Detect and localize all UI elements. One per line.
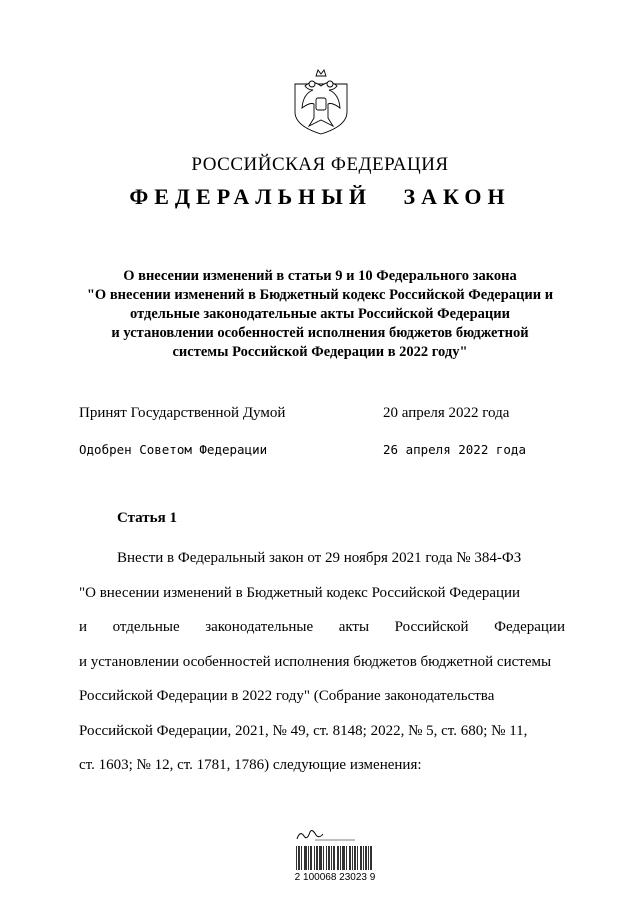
barcode-bar xyxy=(333,846,334,870)
article-line: "О внесении изменений в Бюджетный кодекс Российской Федерации xyxy=(79,584,521,601)
law-title-line: и установлении особенностей исполнения бюджетов бюджетной xyxy=(111,325,529,341)
barcode-bar xyxy=(316,846,317,870)
barcode-bar xyxy=(371,846,372,870)
article-line-justified xyxy=(79,610,565,645)
barcode-bar xyxy=(357,846,358,870)
article-body xyxy=(79,541,565,783)
barcode-bar xyxy=(296,846,297,870)
article-line: ст. 1603; № 12, ст. 1781, 1786) следующие изменения: xyxy=(79,757,422,773)
barcode-bar xyxy=(310,846,311,870)
double-headed-eagle-icon xyxy=(285,64,357,136)
barcode-bar xyxy=(352,846,353,870)
law-title-line: системы Российской Федерации в 2022 году" xyxy=(172,344,468,360)
barcode-bar xyxy=(344,846,345,870)
article-line: Внести в Федеральный закон от 29 ноября 2021 года № 384-ФЗ xyxy=(117,550,522,566)
barcode-bar xyxy=(343,846,344,870)
handwritten-mark-icon xyxy=(295,826,375,842)
barcode-bar xyxy=(370,846,371,870)
barcode-bar xyxy=(361,846,362,870)
barcode-bar xyxy=(299,846,300,870)
document-type xyxy=(0,184,640,210)
article-word: законодательные xyxy=(205,619,314,635)
barcode-bar xyxy=(306,846,307,870)
barcode-bar xyxy=(354,846,355,870)
barcode-bar xyxy=(320,846,321,870)
adoption-duma-date: 20 апреля 2022 года xyxy=(383,405,510,421)
barcode-bar xyxy=(346,846,347,870)
document-type-word-1: ФЕДЕРАЛЬНЫЙ xyxy=(129,184,372,209)
country-name: РОССИЙСКАЯ ФЕДЕРАЦИЯ xyxy=(191,154,449,175)
barcode-bar xyxy=(321,846,322,870)
barcode-bar xyxy=(328,846,329,870)
barcode-number: 2 100068 23023 9 xyxy=(294,872,376,883)
barcode-bar xyxy=(365,846,366,870)
barcode-bar xyxy=(304,846,305,870)
barcode-bar xyxy=(301,846,302,870)
barcode-bar xyxy=(350,846,351,870)
barcode-bar xyxy=(305,846,306,870)
barcode-bar xyxy=(323,846,324,870)
barcode-bar xyxy=(319,846,320,870)
barcode-bar xyxy=(326,846,327,870)
adoption-council-label: Одобрен Советом Федерации xyxy=(79,442,268,457)
barcode-bar xyxy=(349,846,350,870)
barcode-bar xyxy=(342,846,343,870)
article-word: акты xyxy=(338,619,370,635)
barcode xyxy=(296,846,372,870)
adoption-council-date: 26 апреля 2022 года xyxy=(383,442,526,457)
law-title-line: О внесении изменений в статьи 9 и 10 Федерального закона xyxy=(123,268,517,284)
document-type-word-2: ЗАКОН xyxy=(403,184,511,209)
barcode-bar xyxy=(338,846,339,870)
barcode-bar xyxy=(363,846,364,870)
article-heading: Статья 1 xyxy=(117,510,177,526)
article-word: Российской xyxy=(394,619,469,635)
barcode-bar xyxy=(298,846,299,870)
barcode-bar xyxy=(317,846,318,870)
barcode-bar xyxy=(368,846,369,870)
law-title-line: отдельные законодательные акты Российской Федерации xyxy=(130,306,510,322)
law-title xyxy=(60,267,580,362)
barcode-bar xyxy=(355,846,356,870)
article-word: и xyxy=(79,619,88,635)
article-line: Российской Федерации, 2021, № 49, ст. 8148; 2022, № 5, ст. 680; № 11, xyxy=(79,722,528,739)
barcode-bar xyxy=(314,846,315,870)
adoption-duma-label: Принят Государственной Думой xyxy=(79,405,286,421)
barcode-bar xyxy=(331,846,332,870)
barcode-bar xyxy=(308,846,309,870)
barcode-bar xyxy=(360,846,361,870)
barcode-bar xyxy=(334,846,335,870)
barcode-bar xyxy=(337,846,338,870)
barcode-bar xyxy=(366,846,367,870)
article-word: Федерации xyxy=(494,619,565,635)
article-line: и установлении особенностей исполнения бюджетов бюджетной системы xyxy=(79,653,552,670)
article-line: Российской Федерации в 2022 году" (Собрание законодательства xyxy=(79,688,495,704)
barcode-bar xyxy=(311,846,312,870)
article-word: отдельные xyxy=(112,619,180,635)
law-title-line: "О внесении изменений в Бюджетный кодекс Российской Федерации и xyxy=(86,287,554,303)
barcode-bar xyxy=(329,846,330,870)
barcode-bar xyxy=(340,846,341,870)
